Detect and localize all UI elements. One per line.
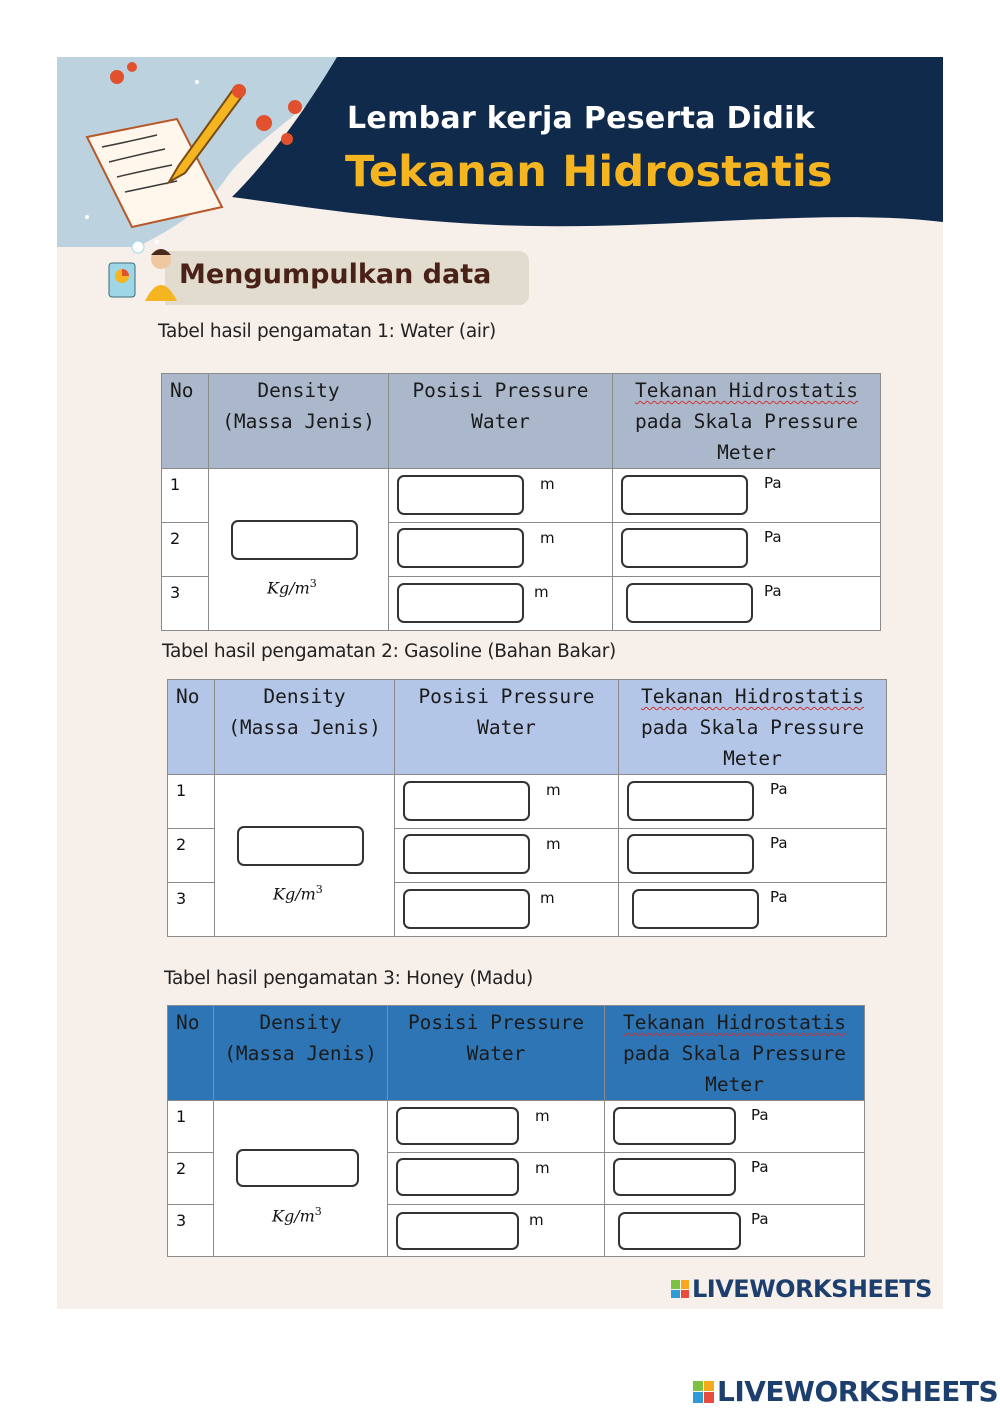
unit-pa: Pa [764,582,782,600]
header-tekanan: Tekanan Hidrostatis pada Skala Pressure Meter [619,680,887,775]
worksheet-page [57,57,943,1309]
liveworksheets-wordmark: LIVEWORKSHEETS [717,1375,999,1408]
unit-m: m [540,529,555,547]
posisi-cell [389,523,613,577]
density-cell [209,469,389,631]
tekanan-input[interactable] [621,528,748,568]
unit-pa: Pa [770,780,788,798]
unit-m: m [540,475,555,493]
unit-pa: Pa [764,474,782,492]
table-2 [167,679,887,937]
liveworksheets-logo-inner [671,1275,932,1303]
posisi-cell [395,829,619,883]
row-number: 3 [168,1205,214,1257]
header-no: No [168,1006,214,1101]
row-number: 3 [162,577,209,631]
tekanan-cell [619,829,887,883]
density-unit: $Kg/m^3$ [267,577,317,598]
posisi-input[interactable] [403,781,530,821]
table-row [168,1101,865,1153]
header-posisi: Posisi Pressure Water [388,1006,605,1101]
table-2-header-row [168,680,887,775]
tekanan-input[interactable] [613,1158,736,1196]
worksheet-subtitle: Tekanan Hidrostatis [345,147,833,197]
density-cell [215,775,395,937]
tekanan-cell [613,523,881,577]
tekanan-cell [619,883,887,937]
header-density: Density (Massa Jenis) [209,374,389,469]
table-1 [161,373,881,631]
density-input[interactable] [231,520,358,560]
table-2-caption: Tabel hasil pengamatan 2: Gasoline (Bahan Bakar) [162,641,616,662]
worksheet-title: Lembar kerja Peserta Didik [347,101,815,136]
table-1-caption: Tabel hasil pengamatan 1: Water (air) [158,321,496,342]
unit-m: m [546,835,561,853]
unit-m: m [535,1107,550,1125]
posisi-cell [389,469,613,523]
tekanan-input[interactable] [627,834,754,874]
table-1-header-row [162,374,881,469]
row-number: 1 [162,469,209,523]
unit-pa: Pa [751,1210,769,1228]
posisi-input[interactable] [396,1158,519,1196]
row-number: 1 [168,1101,214,1153]
posisi-cell [388,1153,605,1205]
posisi-cell [395,883,619,937]
tekanan-input[interactable] [613,1107,736,1145]
liveworksheets-wordmark: LIVEWORKSHEETS [692,1275,932,1303]
posisi-input[interactable] [397,583,524,623]
posisi-input[interactable] [403,834,530,874]
unit-pa: Pa [764,528,782,546]
density-cell [214,1101,388,1257]
table-row [162,469,881,523]
tekanan-cell [613,577,881,631]
table-3-caption: Tabel hasil pengamatan 3: Honey (Madu) [164,968,533,989]
density-input[interactable] [237,826,364,866]
unit-m: m [529,1211,544,1229]
posisi-input[interactable] [403,889,530,929]
density-unit: $Kg/m^3$ [272,1205,322,1226]
section-title: Mengumpulkan data [179,259,492,290]
tekanan-cell [605,1101,865,1153]
liveworksheets-icon [671,1280,689,1298]
header-posisi: Posisi Pressure Water [389,374,613,469]
unit-pa: Pa [751,1106,769,1124]
density-unit: $Kg/m^3$ [273,883,323,904]
header-no: No [162,374,209,469]
posisi-input[interactable] [396,1107,519,1145]
header-posisi: Posisi Pressure Water [395,680,619,775]
table-3-header-row [168,1006,865,1101]
posisi-cell [388,1205,605,1257]
tekanan-input[interactable] [627,781,754,821]
posisi-cell [389,577,613,631]
header-density: Density (Massa Jenis) [215,680,395,775]
tekanan-input[interactable] [618,1212,741,1250]
row-number: 2 [168,829,215,883]
unit-m: m [540,889,555,907]
density-input[interactable] [236,1149,359,1187]
posisi-cell [388,1101,605,1153]
table-3 [167,1005,865,1257]
tekanan-input[interactable] [626,583,753,623]
unit-m: m [535,1159,550,1177]
unit-pa: Pa [770,834,788,852]
row-number: 1 [168,775,215,829]
liveworksheets-icon [693,1381,714,1403]
unit-m: m [534,583,549,601]
row-number: 2 [168,1153,214,1205]
row-number: 3 [168,883,215,937]
unit-pa: Pa [770,888,788,906]
unit-m: m [546,781,561,799]
tekanan-input[interactable] [621,475,748,515]
header-tekanan: Tekanan Hidrostatis pada Skala Pressure Meter [605,1006,865,1101]
posisi-input[interactable] [397,475,524,515]
header-tekanan: Tekanan Hidrostatis pada Skala Pressure Meter [613,374,881,469]
posisi-input[interactable] [397,528,524,568]
table-row [168,775,887,829]
tekanan-cell [619,775,887,829]
header-density: Density (Massa Jenis) [214,1006,388,1101]
tekanan-cell [605,1153,865,1205]
header-no: No [168,680,215,775]
student-avatar-icon [105,239,180,309]
tekanan-input[interactable] [632,889,759,929]
tekanan-cell [613,469,881,523]
posisi-cell [395,775,619,829]
tekanan-cell [605,1205,865,1257]
unit-pa: Pa [751,1158,769,1176]
liveworksheets-logo-footer[interactable] [693,1375,998,1408]
row-number: 2 [162,523,209,577]
posisi-input[interactable] [396,1212,519,1250]
